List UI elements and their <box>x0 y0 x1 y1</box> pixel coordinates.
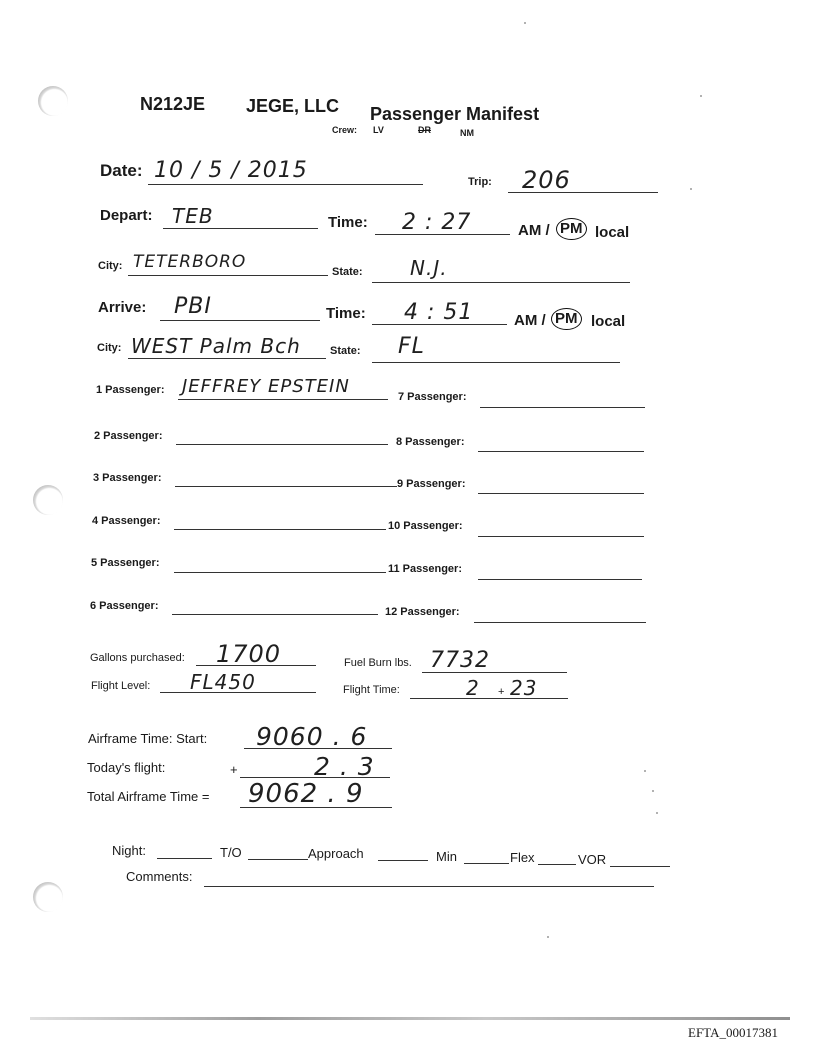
passenger-7-label: 7 Passenger: <box>398 391 467 403</box>
to-label: T/O <box>220 845 242 860</box>
depart-state-line <box>372 282 630 283</box>
passenger-6-line <box>172 614 378 615</box>
passenger-12-label: 12 Passenger: <box>385 606 460 618</box>
depart-state-label: State: <box>332 266 363 278</box>
document-id: EFTA_00017381 <box>688 1025 778 1040</box>
scan-speck <box>656 812 658 814</box>
fuel-burn-label: Fuel Burn lbs. <box>344 657 412 669</box>
depart-time-label: Time: <box>328 214 368 231</box>
gallons-line <box>196 665 316 666</box>
depart-city-line <box>128 275 328 276</box>
passenger-7-line <box>480 407 645 408</box>
passenger-5-line <box>174 572 386 573</box>
arrive-pm-circled: PM <box>551 308 582 330</box>
depart-time-value: 2 : 27 <box>402 210 472 235</box>
flex-line <box>538 864 576 865</box>
flight-level-label: Flight Level: <box>91 680 151 692</box>
trip-label: Trip: <box>468 176 492 188</box>
arrive-line <box>160 320 320 321</box>
passenger-3-label: 3 Passenger: <box>93 472 162 484</box>
fuel-burn-line <box>422 672 567 673</box>
crew-dr: DR <box>418 125 431 135</box>
depart-local-label: local <box>595 224 630 241</box>
passenger-10-line <box>478 536 644 537</box>
arrive-state-value: FL <box>398 334 425 359</box>
scan-speck <box>644 770 646 772</box>
arrive-city-value: WEST Palm Bch <box>131 334 301 358</box>
gallons-value: 1700 <box>216 640 282 668</box>
min-line <box>464 863 509 864</box>
passenger-6-label: 6 Passenger: <box>90 600 159 612</box>
todays-flight-plus: + <box>230 762 238 777</box>
crew-lv: LV <box>373 125 384 135</box>
depart-pm-circled: PM <box>556 218 587 240</box>
crew-label: Crew: <box>332 125 358 135</box>
todays-flight-line <box>240 777 390 778</box>
vor-line <box>610 866 670 867</box>
airframe-start-value: 9060 . 6 <box>256 722 368 751</box>
scan-speck <box>547 936 549 938</box>
passenger-1-line <box>178 399 388 400</box>
comments-line <box>204 886 654 887</box>
depart-line <box>163 228 318 229</box>
scan-speck <box>524 22 526 24</box>
depart-time-line <box>375 234 510 235</box>
passenger-1-value: JEFFREY EPSTEIN <box>182 376 350 397</box>
arrive-state-label: State: <box>330 345 361 357</box>
to-line <box>248 859 308 860</box>
arrive-city-label: City: <box>97 342 122 354</box>
total-airframe-label: Total Airframe Time = <box>87 789 210 804</box>
binder-hole-middle <box>33 485 63 515</box>
passenger-10-label: 10 Passenger: <box>388 520 463 532</box>
total-airframe-line <box>240 807 392 808</box>
total-airframe-value: 9062 . 9 <box>248 779 364 809</box>
passenger-11-line <box>478 579 642 580</box>
passenger-5-label: 5 Passenger: <box>91 557 160 569</box>
vor-label: VOR <box>578 852 607 867</box>
binder-hole-top <box>38 86 68 116</box>
scan-speck <box>652 790 654 792</box>
fuel-burn-value: 7732 <box>430 648 490 673</box>
passenger-12-line <box>474 622 646 623</box>
depart-am-label: AM / <box>518 222 550 239</box>
company-name: JEGE, LLC <box>246 96 340 116</box>
arrive-local-label: local <box>591 313 626 330</box>
arrive-am-label: AM / <box>514 312 546 329</box>
passenger-2-line <box>176 444 388 445</box>
arrive-time-value: 4 : 51 <box>404 300 474 325</box>
approach-label: Approach <box>308 846 364 861</box>
approach-line <box>378 860 428 861</box>
document-title: Passenger Manifest <box>370 104 540 124</box>
passenger-2-label: 2 Passenger: <box>94 430 163 442</box>
depart-value: TEB <box>172 204 214 228</box>
flight-time-line <box>410 698 568 699</box>
arrive-time-line <box>372 324 507 325</box>
flight-time-hours: 2 <box>466 676 480 700</box>
comments-label: Comments: <box>126 869 193 884</box>
trip-line <box>508 192 658 193</box>
date-line <box>148 184 423 185</box>
scan-speck <box>690 188 692 190</box>
flight-level-value: FL450 <box>190 670 256 694</box>
arrive-state-line <box>372 362 620 363</box>
passenger-8-line <box>478 451 644 452</box>
gallons-label: Gallons purchased: <box>90 652 185 664</box>
passenger-4-label: 4 Passenger: <box>92 515 161 527</box>
arrive-city-line <box>128 358 326 359</box>
depart-label: Depart: <box>100 207 153 224</box>
passenger-11-label: 11 Passenger: <box>388 563 462 575</box>
arrive-time-label: Time: <box>326 305 366 322</box>
binder-hole-bottom <box>33 882 63 912</box>
depart-state-value: N.J. <box>410 256 448 280</box>
trip-value: 206 <box>522 166 571 194</box>
passenger-8-label: 8 Passenger: <box>396 436 465 448</box>
flight-level-line <box>160 692 316 693</box>
todays-flight-label: Today's flight: <box>87 760 166 775</box>
flight-time-plus: + <box>498 686 505 698</box>
night-line <box>157 858 212 859</box>
flight-time-minutes: 23 <box>510 676 538 700</box>
arrive-label: Arrive: <box>98 299 147 316</box>
airframe-start-line <box>244 748 392 749</box>
todays-flight-value: 2 . 3 <box>314 752 375 781</box>
date-value: 10 / 5 / 2015 <box>154 158 308 183</box>
depart-city-label: City: <box>98 260 123 272</box>
passenger-9-label: 9 Passenger: <box>397 478 466 490</box>
scan-bottom-edge <box>30 1017 790 1020</box>
passenger-3-line <box>175 486 397 487</box>
flex-label: Flex <box>510 850 535 865</box>
airframe-start-label: Airframe Time: Start: <box>88 731 208 746</box>
crew-nm: NM <box>460 128 474 138</box>
passenger-1-label: 1 Passenger: <box>96 384 165 396</box>
tail-number: N212JE <box>140 94 206 114</box>
passenger-4-line <box>174 529 386 530</box>
passenger-9-line <box>478 493 644 494</box>
scan-speck <box>700 95 702 97</box>
depart-city-value: TETERBORO <box>133 252 247 272</box>
date-label: Date: <box>100 161 143 180</box>
arrive-value: PBI <box>174 294 212 319</box>
flight-time-label: Flight Time: <box>343 684 400 696</box>
night-label: Night: <box>112 843 146 858</box>
min-label: Min <box>436 849 457 864</box>
